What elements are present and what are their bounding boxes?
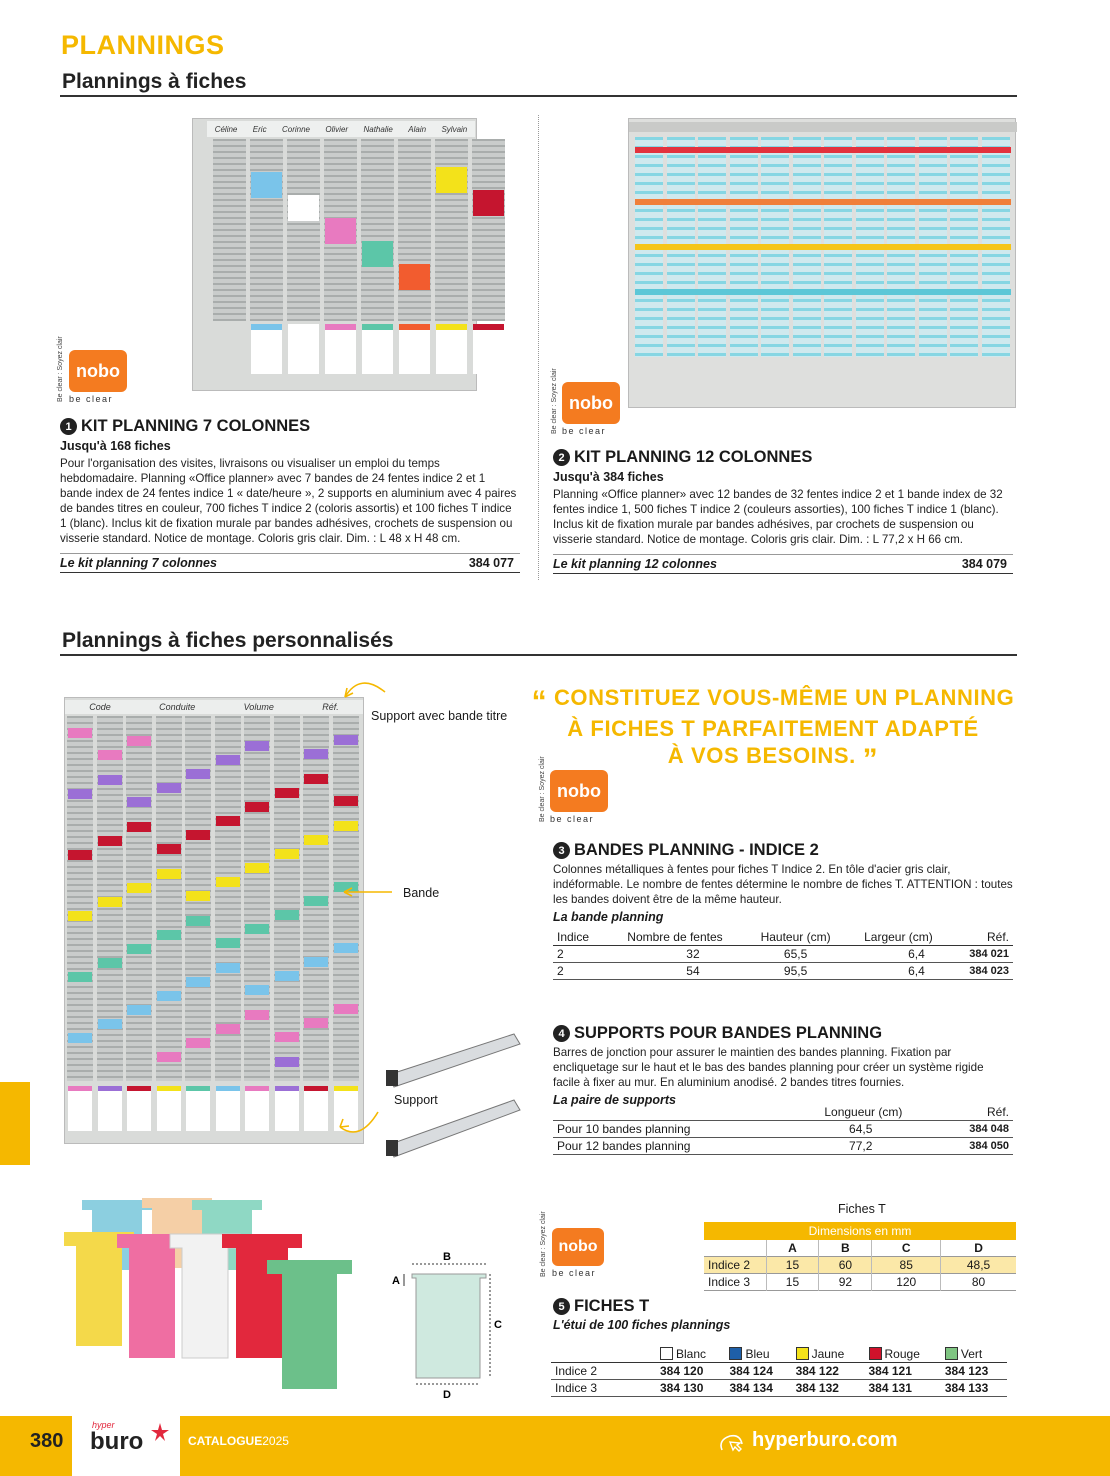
t-cards-image bbox=[62, 1192, 362, 1402]
brand-vertical-text: Be clear : Soyez clair bbox=[57, 336, 64, 402]
table-row: Pour 12 bandes planning 77,2 384 050 bbox=[553, 1138, 1013, 1155]
support-bars-image bbox=[382, 1030, 522, 1160]
t-card-dimensions-diagram bbox=[390, 1250, 510, 1400]
product-3-title: 3 BANDES PLANNING - INDICE 2 bbox=[553, 841, 1013, 860]
planning-header-name: Corinne bbox=[281, 124, 310, 134]
planning-header-name: Alain bbox=[408, 124, 427, 134]
fiches-dims-title: Fiches T bbox=[838, 1202, 886, 1216]
product-1-title: 1 KIT PLANNING 7 COLONNES bbox=[60, 417, 520, 436]
product-4-table-title: La paire de supports bbox=[553, 1093, 676, 1107]
table-row: Indice 3 15 92 120 80 bbox=[704, 1274, 1016, 1291]
table-row: Pour 10 bandes planning 64,5 384 048 bbox=[553, 1121, 1013, 1138]
product-2-subtitle: Jusqu'à 384 fiches bbox=[553, 470, 664, 484]
product-2-title: 2 KIT PLANNING 12 COLONNES bbox=[553, 448, 1013, 467]
product-5-table: Blanc Bleu Jaune Rouge Vert Indice 2 384 120 384 124 384 122 384 121 384 123 Indice 3 384 130 384 134 384 132 384 131 384 133 bbox=[551, 1346, 1007, 1397]
nobo-logo: nobo be clear bbox=[550, 770, 608, 824]
planning-column bbox=[472, 139, 505, 321]
brand-logo: hyper buro bbox=[72, 1416, 180, 1476]
column-divider bbox=[538, 115, 539, 580]
planning-column bbox=[274, 716, 300, 1081]
planning-header-name: Conduite bbox=[159, 702, 196, 712]
callout-bande: Bande bbox=[403, 886, 440, 900]
planning-header-name: Céline bbox=[214, 124, 238, 134]
footer bbox=[0, 1416, 1110, 1476]
callout-support-title: Support avec bande titre bbox=[371, 709, 508, 723]
brand-vertical-text: Be clear : Soyez clair bbox=[551, 368, 558, 434]
page-number: 380 bbox=[30, 1430, 64, 1452]
catalogue-label: CATALOGUE2025 bbox=[188, 1434, 289, 1448]
subsection-title: Plannings à fiches personnalisés bbox=[62, 629, 394, 652]
brand-vertical-text: Be clear : Soyez clair bbox=[540, 1211, 547, 1277]
table-row: Indice 2 15 60 85 48,5 bbox=[704, 1257, 1016, 1274]
planning-column bbox=[361, 139, 394, 321]
section-title: PLANNINGS bbox=[61, 30, 225, 60]
fiches-dims-table: Dimensions en mm A B C D Indice 2 15 60 85 48,5 Indice 3 15 92 120 80 bbox=[704, 1222, 1016, 1291]
planning-column bbox=[126, 716, 152, 1081]
svg-text:D: D bbox=[443, 1389, 451, 1400]
product-1-description: Pour l'organisation des visites, livraisons ou visualiser un emploi du temps hebdomadaire. Planning «Office planner» avec 7 bandes de 24 fentes indice 2 et 1 bande index de 24 fentes indice 1 « date/heure », 2 supports en aluminium avec 4 paires de bandes titres en couleur, 700 fiches T indice 2 (coloris assortis) et 100 fiches T indice 1 (blanc). Inclus kit de fixation murale par bandes adhésives, crochets de suspension ou visserie standard. Notice de montage. Coloris gris clair. Dim. : L 48 x H 48 cm. bbox=[60, 457, 517, 545]
mouse-cursor-icon bbox=[716, 1428, 750, 1458]
planning-header-name: Nathalie bbox=[363, 124, 393, 134]
table-row: 2 54 95,5 6,4 384 023 bbox=[553, 963, 1013, 980]
planning-column bbox=[67, 716, 93, 1081]
product-3-table-title: La bande planning bbox=[553, 910, 664, 924]
product-1-subtitle: Jusqu'à 168 fiches bbox=[60, 439, 171, 453]
planning-column bbox=[287, 139, 320, 321]
svg-text:C: C bbox=[494, 1319, 502, 1331]
planning-header-name: Volume bbox=[243, 702, 274, 712]
planning-column bbox=[213, 139, 246, 321]
product-4-description: Barres de jonction pour assurer le maintien des bandes planning. Fixation par encliquetage sur le haut et le bas des bandes planning pour créer un système rigide facile à fixer au mur. En aluminium anodisé. 2 bandes titres fournies. bbox=[553, 1046, 984, 1089]
svg-text:A: A bbox=[392, 1275, 400, 1287]
quote-block: “ CONSTITUEZ VOUS-MÊME UN PLANNING À FICHES T PARFAITEMENT ADAPTÉ À VOS BESOINS. ” bbox=[531, 685, 1015, 776]
side-tab bbox=[0, 1082, 30, 1165]
product-2-ref-row: Le kit planning 12 colonnes 384 079 bbox=[553, 554, 1013, 574]
planning-header-name: Réf. bbox=[322, 702, 339, 712]
planning-header-name: Olivier bbox=[325, 124, 349, 134]
planning-7-columns-image bbox=[192, 118, 477, 391]
planning-header-name: Sylvain bbox=[441, 124, 468, 134]
table-row: Indice 2 384 120 384 124 384 122 384 121 384 123 bbox=[551, 1363, 1007, 1380]
brand-star-icon bbox=[150, 1422, 170, 1442]
website-link[interactable]: hyperburo.com bbox=[752, 1429, 898, 1451]
callout-support: Support bbox=[394, 1093, 438, 1107]
planning-column bbox=[250, 139, 283, 321]
product-4-table: Longueur (cm) Réf. Pour 10 bandes planning 64,5 384 048 Pour 12 bandes planning 77,2 384 050 bbox=[553, 1104, 1013, 1155]
planning-header-name: Code bbox=[89, 702, 111, 712]
svg-text:B: B bbox=[443, 1251, 451, 1263]
product-3-description: Colonnes métalliques à fentes pour fiches T Indice 2. En tôle d'acier gris clair, indéformable. Le nombre de fentes détermine le nombre de fiches T. ATTENTION : toutes les bandes doivent être de la même hauteur. bbox=[553, 863, 1013, 906]
nobo-logo: nobo be clear bbox=[552, 1228, 604, 1278]
product-4-title: 4 SUPPORTS POUR BANDES PLANNING bbox=[553, 1024, 1013, 1043]
planning-column bbox=[244, 716, 270, 1081]
product-2-description: Planning «Office planner» avec 12 bandes de 32 fentes indice 2 et 1 bande index de 32 fentes indice 1, 500 fiches T indice 2 (couleurs assorties), 100 fiches T indice 1 (blanc). Inclus kit de fixation murale par bandes adhésives, par crochets de suspension ou visserie standard. Notice de montage. Coloris gris clair. Dim. : L 77,2 x H 66 cm. bbox=[553, 488, 1003, 546]
nobo-logo: nobo be clear bbox=[69, 350, 127, 404]
planning-column bbox=[398, 139, 431, 321]
brand-vertical-text: Be clear : Soyez clair bbox=[539, 756, 546, 822]
planning-column bbox=[156, 716, 182, 1081]
planning-header-name: Eric bbox=[252, 124, 267, 134]
title-rule bbox=[60, 95, 1017, 97]
custom-planning-image bbox=[64, 697, 364, 1144]
product-1-ref-row: Le kit planning 7 colonnes 384 077 bbox=[60, 553, 520, 573]
nobo-logo: nobo be clear bbox=[562, 382, 620, 436]
product-5-title: 5 FICHES T bbox=[553, 1297, 1013, 1316]
table-row: 2 32 65,5 6,4 384 021 bbox=[553, 946, 1013, 963]
subsection-title: Plannings à fiches bbox=[62, 70, 247, 93]
planning-12-columns-image bbox=[628, 118, 1016, 408]
title-rule bbox=[60, 654, 1017, 656]
table-row: Indice 3 384 130 384 134 384 132 384 131 384 133 bbox=[551, 1380, 1007, 1397]
product-5-table-title: L'étui de 100 fiches plannings bbox=[553, 1318, 731, 1332]
product-3-table: Indice Nombre de fentes Hauteur (cm) Largeur (cm) Réf. 2 32 65,5 6,4 384 021 2 54 95,5 6,4 384 023 bbox=[553, 929, 1013, 980]
